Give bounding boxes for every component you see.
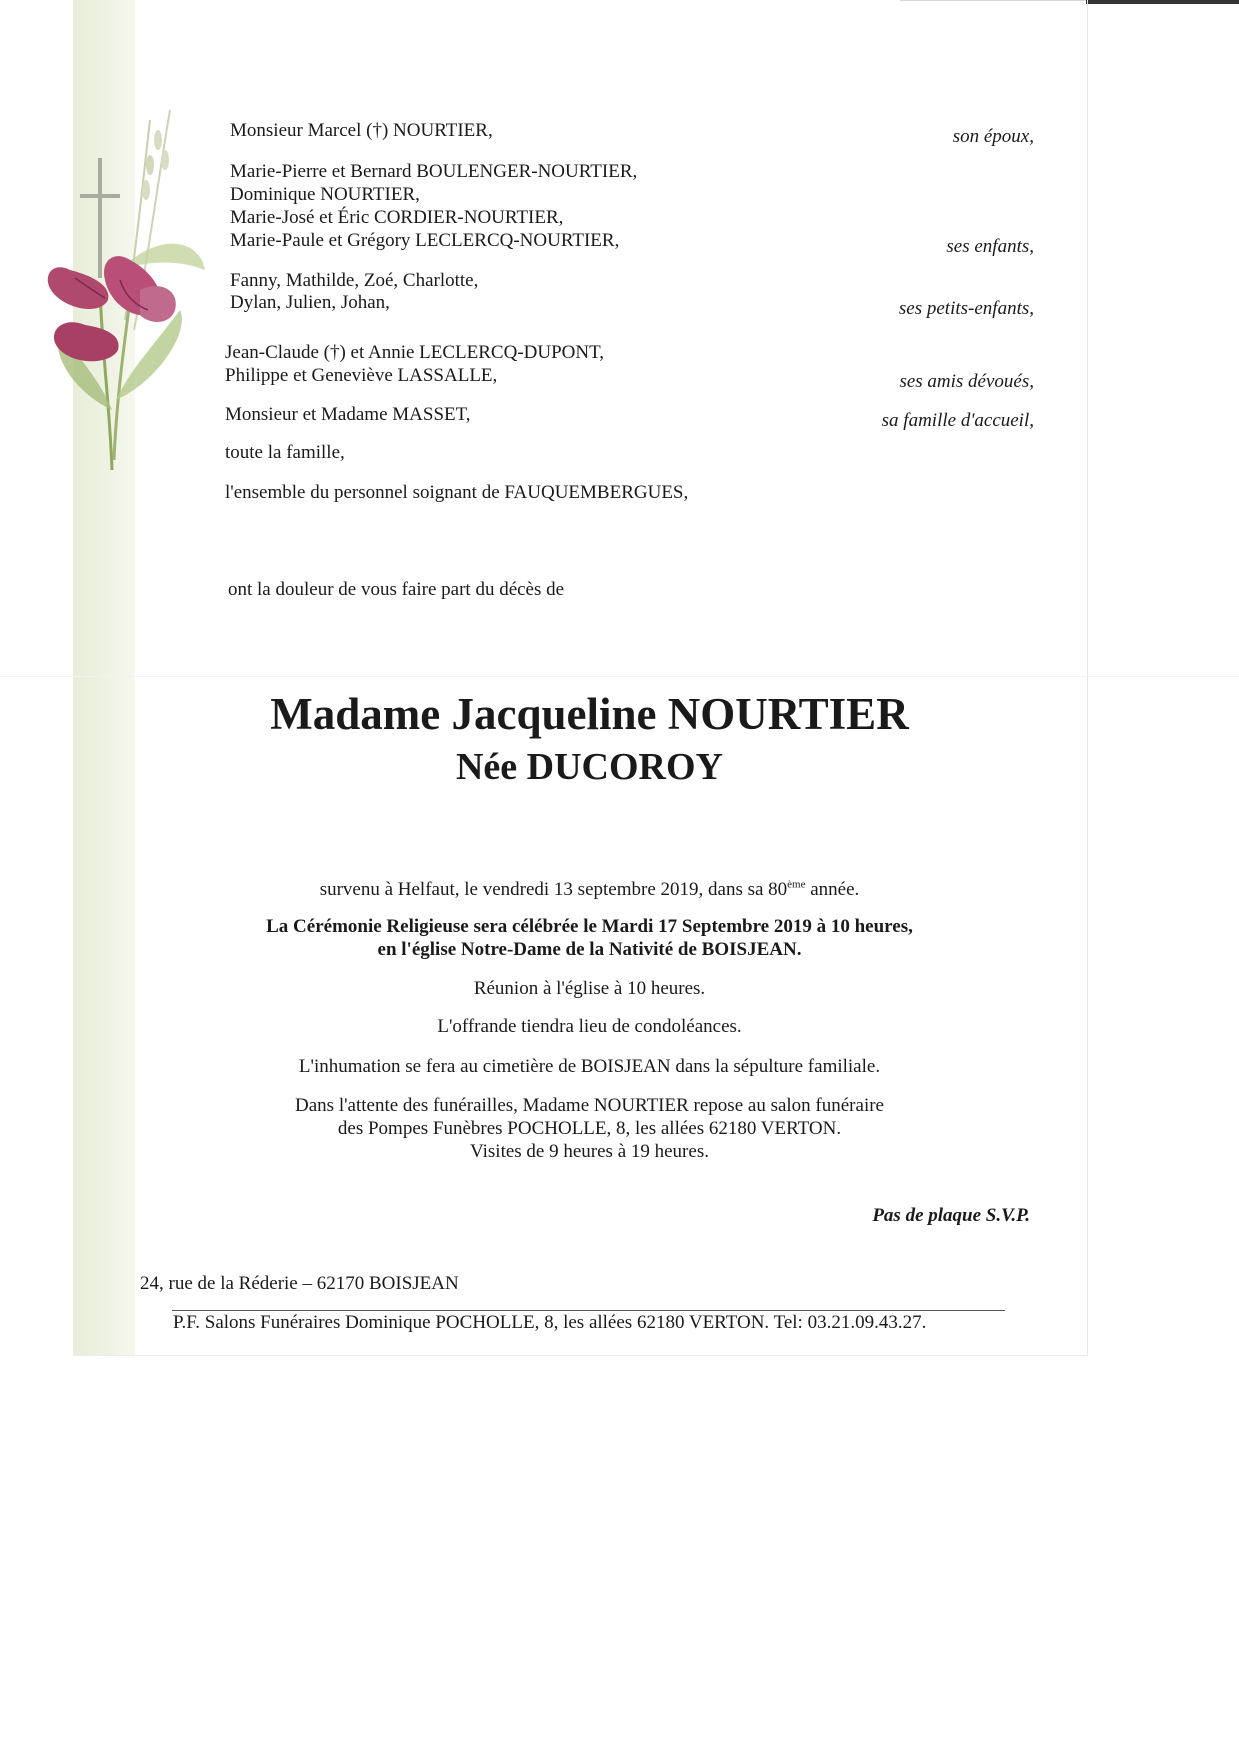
relation-label: ses petits-enfants, (898, 298, 1034, 319)
relation-label: son époux, (952, 126, 1034, 147)
meeting-info: Réunion à l'église à 10 heures. (473, 978, 706, 999)
family-line: Marie-Pierre et Bernard BOULENGER-NOURTIER, (230, 161, 638, 182)
footer-rule (172, 1310, 1005, 1311)
announcement-intro: ont la douleur de vous faire part du décès de (228, 579, 565, 600)
family-line: Dylan, Julien, Johan, (230, 292, 390, 313)
scan-edge-mark (1086, 0, 1239, 4)
burial-info: L'inhumation se fera au cimetière de BOISJEAN dans la sépulture familiale. (298, 1056, 881, 1077)
family-address: 24, rue de la Réderie – 62170 BOISJEAN (140, 1273, 459, 1294)
family-line: Monsieur et Madame MASSET, (225, 404, 471, 425)
ceremony-line: La Cérémonie Religieuse sera célébrée le Mardi 17 Septembre 2019 à 10 heures, (266, 916, 913, 937)
deceased-name: Madame Jacqueline NOURTIER (270, 689, 909, 739)
family-line: toute la famille, (225, 442, 345, 463)
ceremony-location: en l'église Notre-Dame de la Nativité de BOISJEAN. (377, 939, 802, 960)
ordinal-suffix: ème (787, 878, 806, 891)
family-line: Marie-Paule et Grégory LECLERCQ-NOURTIER, (230, 230, 620, 251)
death-notice-text: survenu à Helfaut, le vendredi 13 septembre 2019, dans sa 80 (319, 879, 788, 900)
family-line: Jean-Claude (†) et Annie LECLERCQ-DUPONT, (225, 342, 605, 363)
birth-name: Née DUCOROY (455, 746, 723, 788)
wait-location: des Pompes Funèbres POCHOLLE, 8, les allées 62180 VERTON. (337, 1118, 842, 1139)
family-line: Dominique NOURTIER, (230, 184, 420, 205)
wait-info: Dans l'attente des funérailles, Madame NOURTIER repose au salon funéraire (295, 1095, 884, 1116)
cross-lily-icon (30, 110, 210, 480)
relation-label: ses enfants, (946, 236, 1034, 257)
family-line: Marie-José et Éric CORDIER-NOURTIER, (230, 207, 564, 228)
family-line: Monsieur Marcel (†) NOURTIER, (230, 120, 493, 141)
death-notice-end: année. (805, 879, 860, 900)
family-line: l'ensemble du personnel soignant de FAUQUEMBERGUES, (225, 482, 689, 503)
fold-line (0, 676, 1239, 677)
relation-label: ses amis dévoués, (899, 371, 1034, 392)
family-line: Fanny, Mathilde, Zoé, Charlotte, (230, 270, 479, 291)
visit-hours: Visites de 9 heures à 19 heures. (470, 1141, 709, 1162)
death-notice (0, 878, 1179, 901)
offering-info: L'offrande tiendra lieu de condoléances. (437, 1016, 742, 1037)
no-plaque-note: Pas de plaque S.V.P. (872, 1205, 1030, 1226)
family-line: Philippe et Geneviève LASSALLE, (225, 365, 498, 386)
relation-label: sa famille d'accueil, (881, 410, 1034, 431)
funeral-home-info: P.F. Salons Funéraires Dominique POCHOLLE, 8, les allées 62180 VERTON. Tel: 03.21.09.43.27. (173, 1312, 927, 1333)
